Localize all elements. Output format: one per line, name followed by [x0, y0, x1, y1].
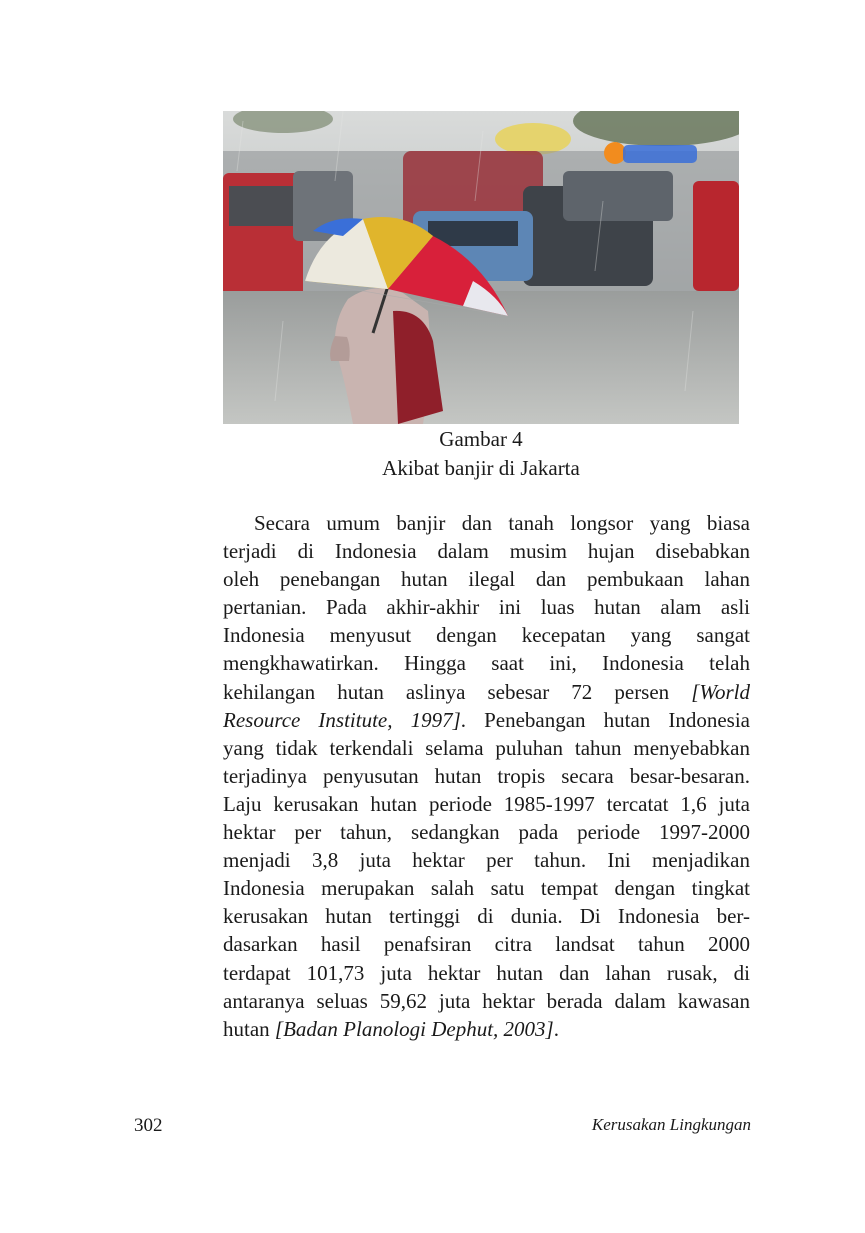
paragraph-line: Resource Institute, 1997]. Penebangan hutan Indonesia: [223, 707, 750, 732]
paragraph-line: hektar per tahun, sedangkan pada periode 1997-2000: [223, 820, 750, 845]
paragraph-line: yang tidak terkendali selama puluhan tahun menyebabkan: [223, 735, 750, 760]
paragraph-line: terjadinya penyusutan hutan tropis secara besar-besaran.: [223, 763, 750, 788]
paragraph-line: Indonesia merupakan salah satu tempat dengan tingkat: [223, 876, 750, 901]
paragraph-line: dasarkan hasil penafsiran citra landsat tahun 2000: [223, 932, 750, 957]
page-number: 302: [134, 1115, 163, 1136]
paragraph-line: mengkhawatirkan. Hingga saat ini, Indonesia telah: [223, 651, 750, 676]
paragraph-line: antaranya seluas 59,62 juta hektar berada dalam kawasan: [223, 988, 750, 1013]
paragraph-line: kehilangan hutan aslinya sebesar 72 persen [World: [223, 679, 750, 704]
flood-photo: [223, 111, 739, 424]
figure-caption-text: Akibat banjir di Jakarta: [382, 456, 580, 480]
figure-caption-number: Gambar 4: [439, 427, 523, 451]
citation-text: [Badan Planologi Dephut, 2003]: [274, 1016, 554, 1041]
citation-text: [World: [691, 679, 750, 704]
paragraph-line: kerusakan hutan tertinggi di dunia. Di Indonesia ber-: [223, 904, 750, 929]
flood-photo-illustration: [223, 111, 739, 424]
paragraph-line: hutan [Badan Planologi Dephut, 2003].: [223, 1016, 559, 1041]
paragraph-line: terjadi di Indonesia dalam musim hujan disebabkan: [223, 539, 750, 564]
paragraph-line: Secara umum banjir dan tanah longsor yang biasa: [254, 511, 750, 535]
paragraph-line: Indonesia menyusut dengan kecepatan yang sangat: [223, 623, 750, 648]
citation-text: Resource Institute, 1997]: [223, 707, 461, 732]
paragraph-line: Laju kerusakan hutan periode 1985-1997 tercatat 1,6 juta: [223, 791, 750, 816]
paragraph-line: terdapat 101,73 juta hektar hutan dan lahan rusak, di: [223, 960, 750, 985]
paragraph-line: oleh penebangan hutan ilegal dan pembukaan lahan: [223, 567, 750, 592]
paragraph-line: menjadi 3,8 juta hektar per tahun. Ini menjadikan: [223, 848, 750, 873]
paragraph-line: pertanian. Pada akhir-akhir ini luas hutan alam asli: [223, 595, 750, 620]
body-paragraph: [223, 509, 750, 1043]
running-title: Kerusakan Lingkungan: [591, 1115, 751, 1134]
